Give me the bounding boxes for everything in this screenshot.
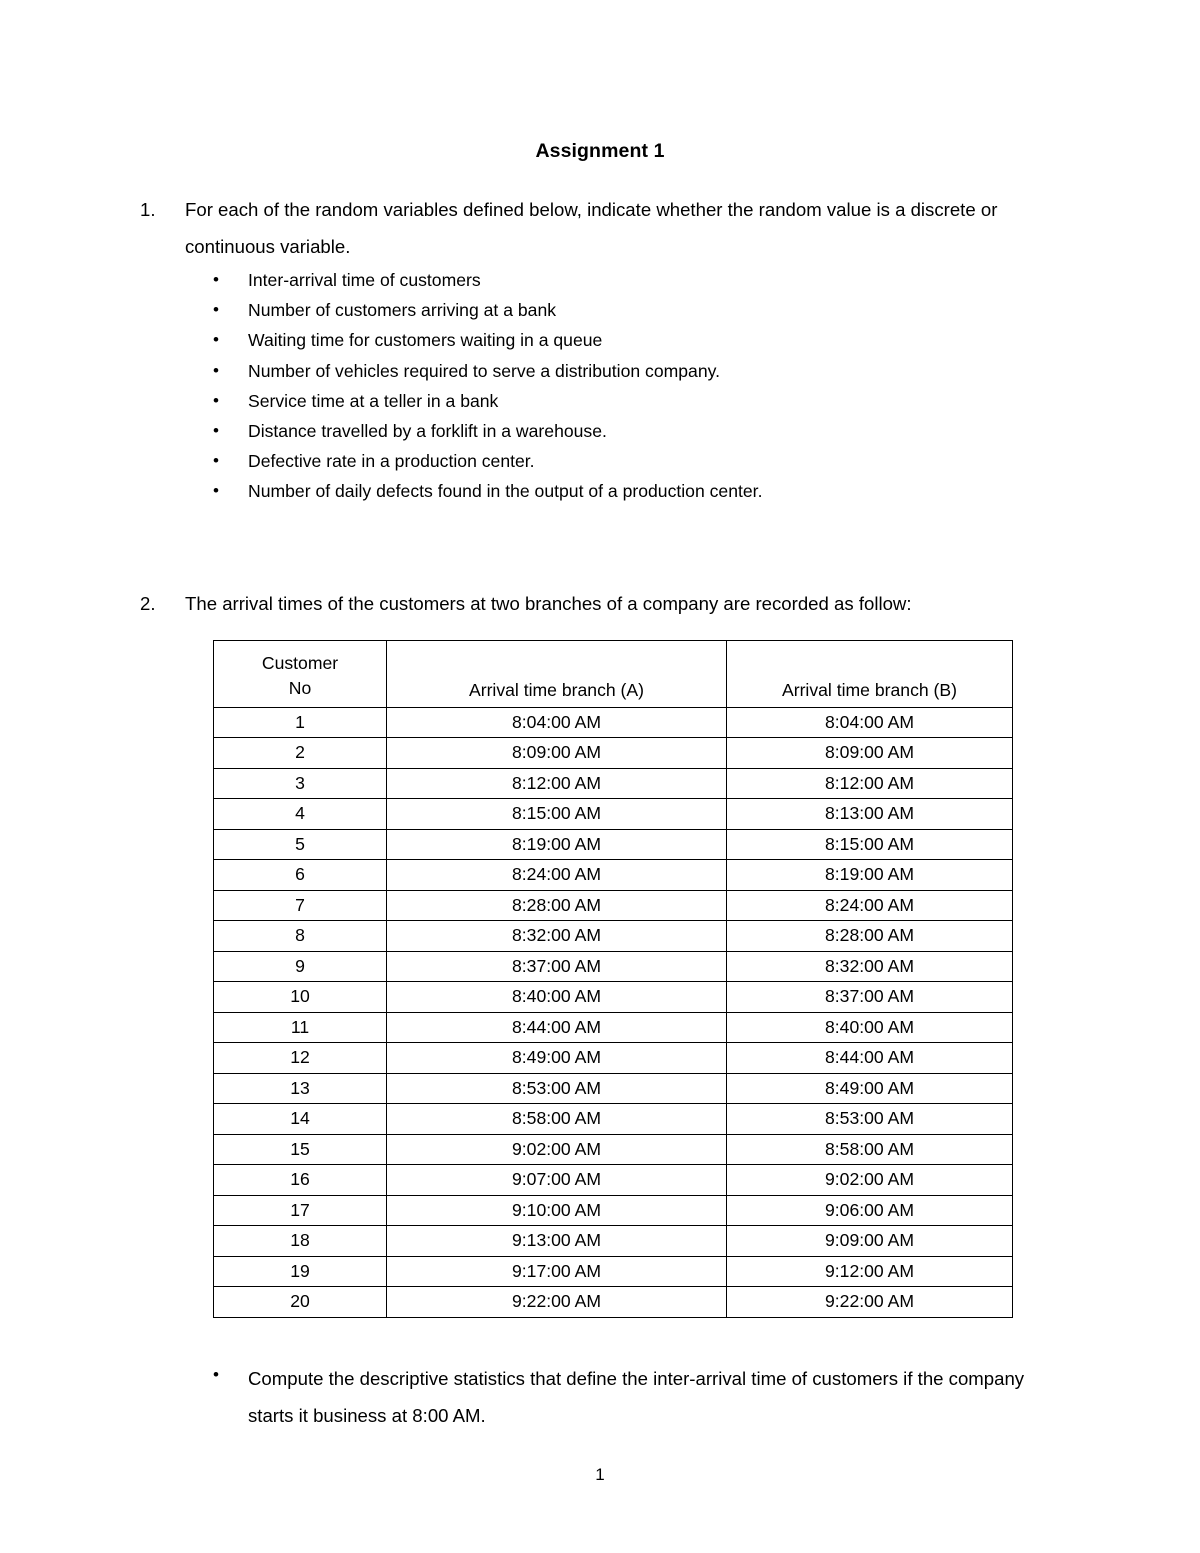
- section-spacer: [0, 507, 1200, 565]
- list-item-label: Inter-arrival time of customers: [248, 270, 481, 290]
- table-row: [214, 982, 1013, 1013]
- cell-branch-b: 8:37:00 AM: [727, 982, 1013, 1013]
- table-header-row: [214, 640, 1013, 707]
- table-row: [214, 1226, 1013, 1257]
- cell-branch-a: 8:15:00 AM: [387, 799, 727, 830]
- table-row: [214, 1043, 1013, 1074]
- column-header-branch-b: Arrival time branch (B): [727, 640, 1013, 707]
- cell-customer-no: 12: [214, 1043, 387, 1074]
- bullet-icon: •: [213, 360, 219, 380]
- cell-branch-a: 9:22:00 AM: [387, 1287, 727, 1318]
- list-item-label: Number of daily defects found in the output of a production center.: [248, 481, 763, 502]
- cell-branch-a: 8:04:00 AM: [387, 707, 727, 738]
- list-item-label: Compute the descriptive statistics that define the inter-arrival time of customers if the company starts it business at 8:00 AM.: [248, 1367, 1025, 1426]
- list-item-label: Distance travelled by a forklift in a warehouse.: [248, 421, 607, 442]
- cell-branch-b: 9:22:00 AM: [727, 1287, 1013, 1318]
- table-row: [214, 1134, 1013, 1165]
- cell-branch-a: 9:10:00 AM: [387, 1195, 727, 1226]
- cell-customer-no: 5: [214, 829, 387, 860]
- list-item: [213, 386, 1200, 416]
- list-item: [213, 446, 1200, 476]
- cell-branch-b: 8:15:00 AM: [727, 829, 1013, 860]
- cell-customer-no: 11: [214, 1012, 387, 1043]
- cell-customer-no: 15: [214, 1134, 387, 1165]
- cell-branch-a: 9:02:00 AM: [387, 1134, 727, 1165]
- cell-branch-a: 8:32:00 AM: [387, 921, 727, 952]
- bullet-icon: •: [213, 270, 219, 289]
- cell-branch-b: 8:58:00 AM: [727, 1134, 1013, 1165]
- column-header-customer-no-line2: No: [288, 677, 312, 698]
- cell-branch-a: 8:53:00 AM: [387, 1073, 727, 1104]
- table-row: [214, 1256, 1013, 1287]
- cell-branch-b: 8:12:00 AM: [727, 768, 1013, 799]
- cell-branch-a: 9:17:00 AM: [387, 1256, 727, 1287]
- table-row: [214, 1104, 1013, 1135]
- cell-branch-a: 8:28:00 AM: [387, 890, 727, 921]
- table-header: [214, 640, 1013, 707]
- table-row: [214, 1165, 1013, 1196]
- column-header-customer-no-line1: Customer: [261, 652, 339, 673]
- table-row: [214, 829, 1013, 860]
- table-row: [214, 860, 1013, 891]
- cell-branch-b: 8:44:00 AM: [727, 1043, 1013, 1074]
- cell-branch-a: 8:19:00 AM: [387, 829, 727, 860]
- cell-branch-b: 8:53:00 AM: [727, 1104, 1013, 1135]
- cell-branch-a: 8:49:00 AM: [387, 1043, 727, 1074]
- cell-customer-no: 10: [214, 982, 387, 1013]
- cell-customer-no: 4: [214, 799, 387, 830]
- cell-branch-b: 8:13:00 AM: [727, 799, 1013, 830]
- cell-branch-a: 8:12:00 AM: [387, 768, 727, 799]
- page-number: 1: [595, 1465, 605, 1484]
- column-header-customer-no: [214, 640, 387, 707]
- list-item-label: Number of customers arriving at a bank: [248, 300, 557, 321]
- table-row: [214, 1195, 1013, 1226]
- cell-branch-b: 8:09:00 AM: [727, 738, 1013, 769]
- numbered-list: [0, 191, 1200, 265]
- cell-branch-b: 8:28:00 AM: [727, 921, 1013, 952]
- cell-customer-no: 19: [214, 1256, 387, 1287]
- question-2-bullet-list: [0, 1360, 1200, 1434]
- bullet-icon: •: [213, 300, 219, 320]
- cell-customer-no: 3: [214, 768, 387, 799]
- bullet-icon: •: [213, 421, 219, 441]
- cell-customer-no: 17: [214, 1195, 387, 1226]
- table-row: [214, 799, 1013, 830]
- question-1-text: For each of the random variables defined below, indicate whether the random value is a discrete or continuous variable.: [185, 199, 998, 257]
- cell-customer-no: 20: [214, 1287, 387, 1318]
- cell-branch-a: 8:37:00 AM: [387, 951, 727, 982]
- cell-customer-no: 9: [214, 951, 387, 982]
- bullet-icon: •: [213, 481, 219, 501]
- cell-customer-no: 14: [214, 1104, 387, 1135]
- list-item-label: Defective rate in a production center.: [248, 451, 535, 472]
- cell-branch-a: 9:13:00 AM: [387, 1226, 727, 1257]
- column-header-branch-a: Arrival time branch (A): [387, 640, 727, 707]
- question-2-text: The arrival times of the customers at two branches of a company are recorded as follow:: [185, 592, 912, 614]
- table-row: [214, 951, 1013, 982]
- cell-branch-b: 8:49:00 AM: [727, 1073, 1013, 1104]
- cell-branch-b: 9:02:00 AM: [727, 1165, 1013, 1196]
- cell-branch-a: 8:24:00 AM: [387, 860, 727, 891]
- table-row: [214, 1012, 1013, 1043]
- cell-branch-a: 9:07:00 AM: [387, 1165, 727, 1196]
- cell-customer-no: 2: [214, 738, 387, 769]
- question-2-item: [140, 585, 1080, 622]
- list-item: [213, 416, 1200, 446]
- table-row: [214, 1287, 1013, 1318]
- cell-branch-a: 8:09:00 AM: [387, 738, 727, 769]
- list-item: [213, 295, 1200, 325]
- question-2-marker: 2.: [140, 592, 156, 614]
- cell-customer-no: 8: [214, 921, 387, 952]
- cell-customer-no: 16: [214, 1165, 387, 1196]
- question-2-block: [0, 585, 1200, 1434]
- cell-branch-b: 8:19:00 AM: [727, 860, 1013, 891]
- cell-customer-no: 6: [214, 860, 387, 891]
- cell-branch-b: 8:32:00 AM: [727, 951, 1013, 982]
- table-row: [214, 707, 1013, 738]
- list-item-label: Waiting time for customers waiting in a queue: [248, 330, 603, 351]
- bullet-icon: •: [213, 451, 219, 471]
- list-item-label: Service time at a teller in a bank: [248, 390, 499, 411]
- question-1-item: [140, 191, 1080, 265]
- cell-customer-no: 13: [214, 1073, 387, 1104]
- cell-branch-a: 8:40:00 AM: [387, 982, 727, 1013]
- page-title: Assignment 1: [535, 140, 665, 162]
- arrival-times-table: [213, 640, 1013, 1318]
- table-row: [214, 768, 1013, 799]
- cell-branch-b: 9:06:00 AM: [727, 1195, 1013, 1226]
- bullet-icon: •: [213, 1364, 219, 1384]
- list-item-label: Number of vehicles required to serve a distribution company.: [248, 360, 720, 381]
- bullet-icon: •: [213, 330, 219, 350]
- bullet-icon: •: [213, 390, 219, 410]
- cell-branch-a: 8:44:00 AM: [387, 1012, 727, 1043]
- table-body: [214, 707, 1013, 1317]
- table-row: [214, 738, 1013, 769]
- cell-customer-no: 1: [214, 707, 387, 738]
- table-row: [214, 921, 1013, 952]
- question-1-bullet-list: [0, 265, 1200, 507]
- cell-customer-no: 18: [214, 1226, 387, 1257]
- list-item: [213, 356, 1200, 386]
- cell-branch-b: 9:09:00 AM: [727, 1226, 1013, 1257]
- cell-branch-b: 8:24:00 AM: [727, 890, 1013, 921]
- question-1-block: [0, 191, 1200, 507]
- list-item: [213, 265, 1200, 295]
- numbered-list-2: [0, 585, 1200, 622]
- cell-branch-b: 8:40:00 AM: [727, 1012, 1013, 1043]
- list-item: [213, 476, 1200, 506]
- table-row: [214, 1073, 1013, 1104]
- cell-branch-a: 8:58:00 AM: [387, 1104, 727, 1135]
- cell-customer-no: 7: [214, 890, 387, 921]
- list-item: [213, 1360, 1040, 1434]
- table-row: [214, 890, 1013, 921]
- cell-branch-b: 8:04:00 AM: [727, 707, 1013, 738]
- cell-branch-b: 9:12:00 AM: [727, 1256, 1013, 1287]
- list-item: [213, 325, 1200, 355]
- question-1-marker: 1.: [140, 199, 156, 220]
